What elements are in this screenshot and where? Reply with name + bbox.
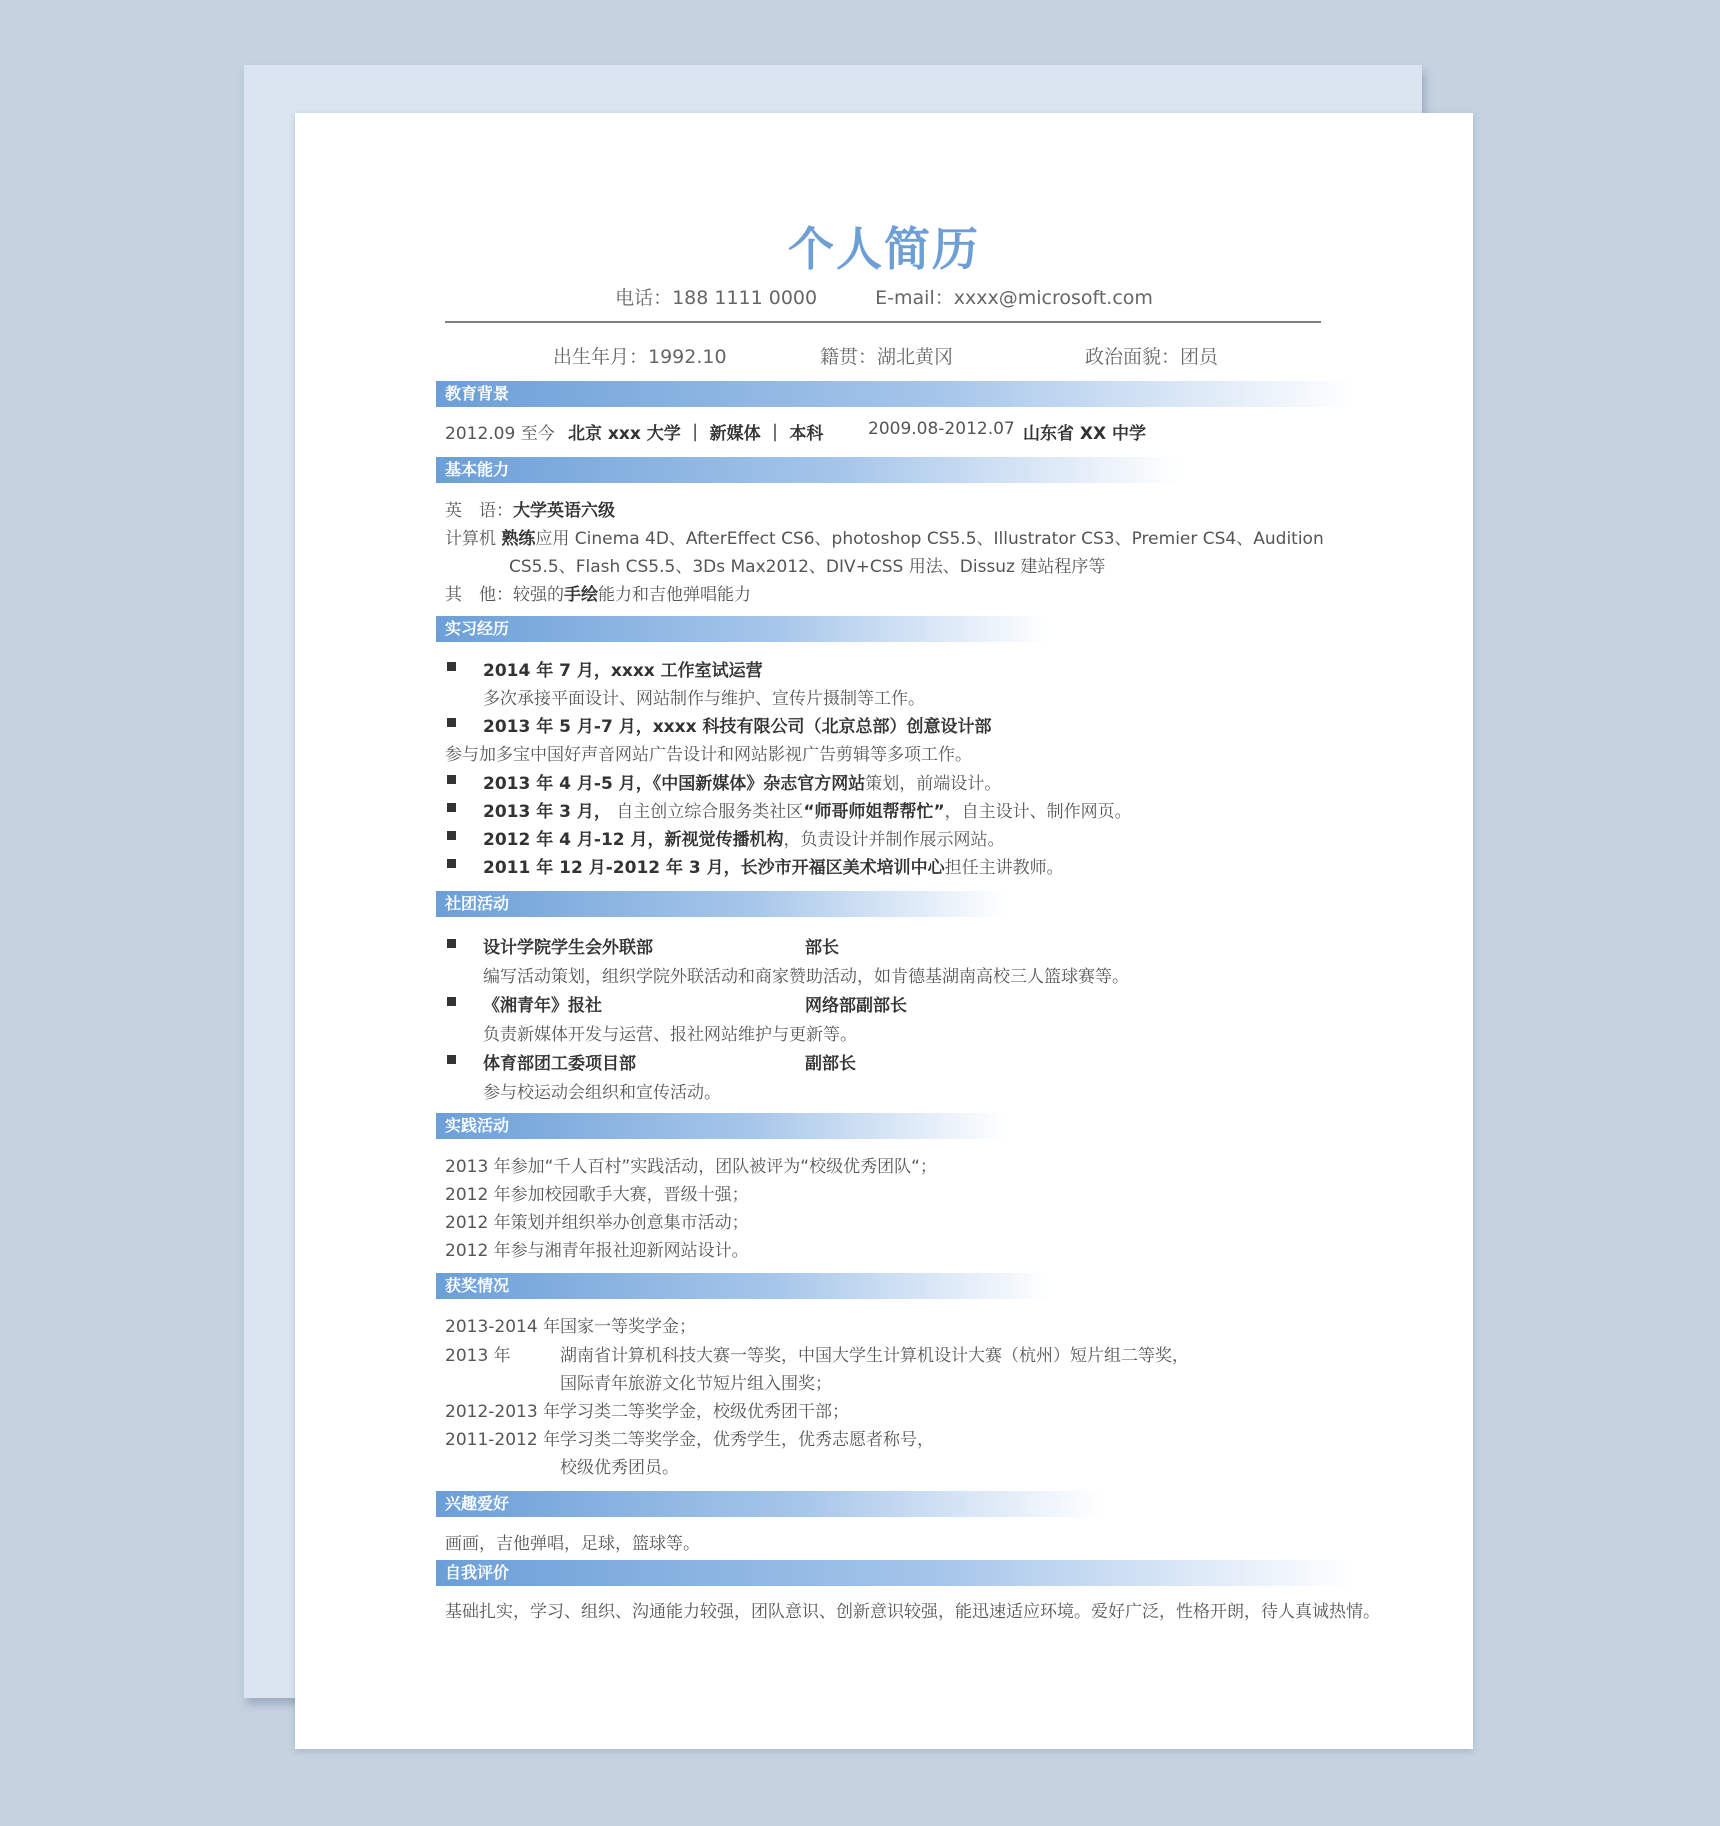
edu-period-1: 2012.09 至今 — [445, 424, 555, 444]
section-education: 教育背景 — [436, 381, 1356, 407]
practice-item: 2012 年策划并组织举办创意集市活动； — [445, 1213, 749, 1233]
club-2-desc: 负责新媒体开发与运营、报社网站维护与更新等。 — [483, 1025, 857, 1045]
section-hobby: 兴趣爱好 — [436, 1491, 1101, 1517]
bullet — [447, 1055, 456, 1064]
page-title: 个人简历 — [788, 222, 980, 276]
award-text: 学习类二等奖学金，校级优秀团干部； — [560, 1402, 849, 1422]
intern-6: 2011 年 12 月-2012 年 3 月，长沙市开福区美术培训中心担任主讲教师。 — [483, 858, 1064, 878]
award-year: 2013 年 — [445, 1346, 511, 1366]
club-3-role: 副部长 — [805, 1054, 856, 1074]
club-3-org: 体育部团工委项目部 — [483, 1054, 636, 1074]
contact-line — [295, 283, 1473, 310]
award-text: 国家一等奖学金； — [560, 1317, 696, 1337]
edu-period-2: 2009.08-2012.07 — [868, 419, 1015, 439]
computer-row-cont: CS5.5、Flash CS5.5、3Ds Max2012、DIV+CSS 用法、Dissuz 建站程序等 — [509, 557, 1106, 577]
practice-item: 2013 年参加“千人百村”实践活动，团队被评为“校级优秀团队“； — [445, 1157, 937, 1177]
bullet — [447, 718, 456, 727]
section-practice: 实践活动 — [436, 1113, 1006, 1139]
bullet — [447, 662, 456, 671]
divider — [445, 321, 1321, 323]
award-text: 湖南省计算机科技大赛一等奖，中国大学生计算机设计大赛（杭州）短片组二等奖， — [560, 1346, 1189, 1366]
award-text: 国际青年旅游文化节短片组入围奖； — [560, 1374, 832, 1394]
bullet — [447, 859, 456, 868]
section-ability: 基本能力 — [436, 457, 1181, 483]
email: E-mail：xxxx@microsoft.com — [875, 287, 1153, 309]
edu-school-1: 北京 xxx 大学 ｜ 新媒体 ｜ 本科 — [568, 424, 824, 444]
phone: 电话：188 1111 0000 — [615, 287, 818, 309]
english-row: 英 语：大学英语六级 — [445, 501, 615, 521]
award-year: 2012-2013 年 — [445, 1402, 561, 1422]
club-1-role: 部长 — [805, 938, 839, 958]
intern-5: 2012 年 4 月-12 月，新视觉传播机构，负责设计并制作展示网站。 — [483, 830, 1005, 850]
bullet — [447, 997, 456, 1006]
resume-page — [295, 113, 1473, 1749]
bullet — [447, 939, 456, 948]
award-year: 2011-2012 年 — [445, 1430, 561, 1450]
award-year: 2013-2014 年 — [445, 1317, 561, 1337]
birth: 出生年月：1992.10 — [553, 346, 727, 368]
other-row: 其 他：较强的手绘能力和吉他弹唱能力 — [445, 585, 751, 605]
edu-school-2: 山东省 XX 中学 — [1023, 424, 1147, 444]
section-club: 社团活动 — [436, 891, 1006, 917]
club-3-desc: 参与校运动会组织和宣传活动。 — [483, 1083, 721, 1103]
section-internship: 实习经历 — [436, 616, 1051, 642]
intern-1-desc: 多次承接平面设计、网站制作与维护、宣传片摄制等工作。 — [483, 689, 925, 709]
club-2-role: 网络部副部长 — [805, 996, 907, 1016]
intern-2-title: 2013 年 5 月-7 月，xxxx 科技有限公司（北京总部）创意设计部 — [483, 717, 992, 737]
award-text: 学习类二等奖学金，优秀学生，优秀志愿者称号， — [560, 1430, 934, 1450]
intern-2-desc: 参与加多宝中国好声音网站广告设计和网站影视广告剪辑等多项工作。 — [445, 745, 972, 765]
intern-1-title: 2014 年 7 月，xxxx 工作室试运营 — [483, 661, 763, 681]
intern-4: 2013 年 3 月， 自主创立综合服务类社区“师哥师姐帮帮忙”，自主设计、制作网页。 — [483, 802, 1132, 822]
club-2-org: 《湘青年》报社 — [483, 996, 602, 1016]
section-awards: 获奖情况 — [436, 1273, 1051, 1299]
origin: 籍贯：湖北黄冈 — [820, 346, 954, 368]
bullet — [447, 831, 456, 840]
bullet — [447, 775, 456, 784]
intern-3: 2013 年 4 月-5 月，《中国新媒体》杂志官方网站策划，前端设计。 — [483, 774, 1002, 794]
section-self-evaluation: 自我评价 — [436, 1560, 1356, 1586]
hobby-text: 画画，吉他弹唱，足球，篮球等。 — [445, 1534, 700, 1554]
political-status: 政治面貌：团员 — [1085, 346, 1219, 368]
self-evaluation-text: 基础扎实，学习、组织、沟通能力较强，团队意识、创新意识较强，能迅速适应环境。爱好广泛，性格开朗，待人真诚热情。 — [445, 1602, 1380, 1622]
club-1-org: 设计学院学生会外联部 — [483, 938, 653, 958]
bullet — [447, 803, 456, 812]
computer-row: 计算机 熟练应用 Cinema 4D、AfterEffect CS6、photoshop CS5.5、Illustrator CS3、Premier CS4、Audition — [445, 529, 1324, 549]
club-1-desc: 编写活动策划，组织学院外联活动和商家赞助活动，如肯德基湖南高校三人篮球赛等。 — [483, 967, 1129, 987]
practice-item: 2012 年参与湘青年报社迎新网站设计。 — [445, 1241, 749, 1261]
practice-item: 2012 年参加校园歌手大赛，晋级十强； — [445, 1185, 749, 1205]
award-text: 校级优秀团员。 — [560, 1458, 679, 1478]
